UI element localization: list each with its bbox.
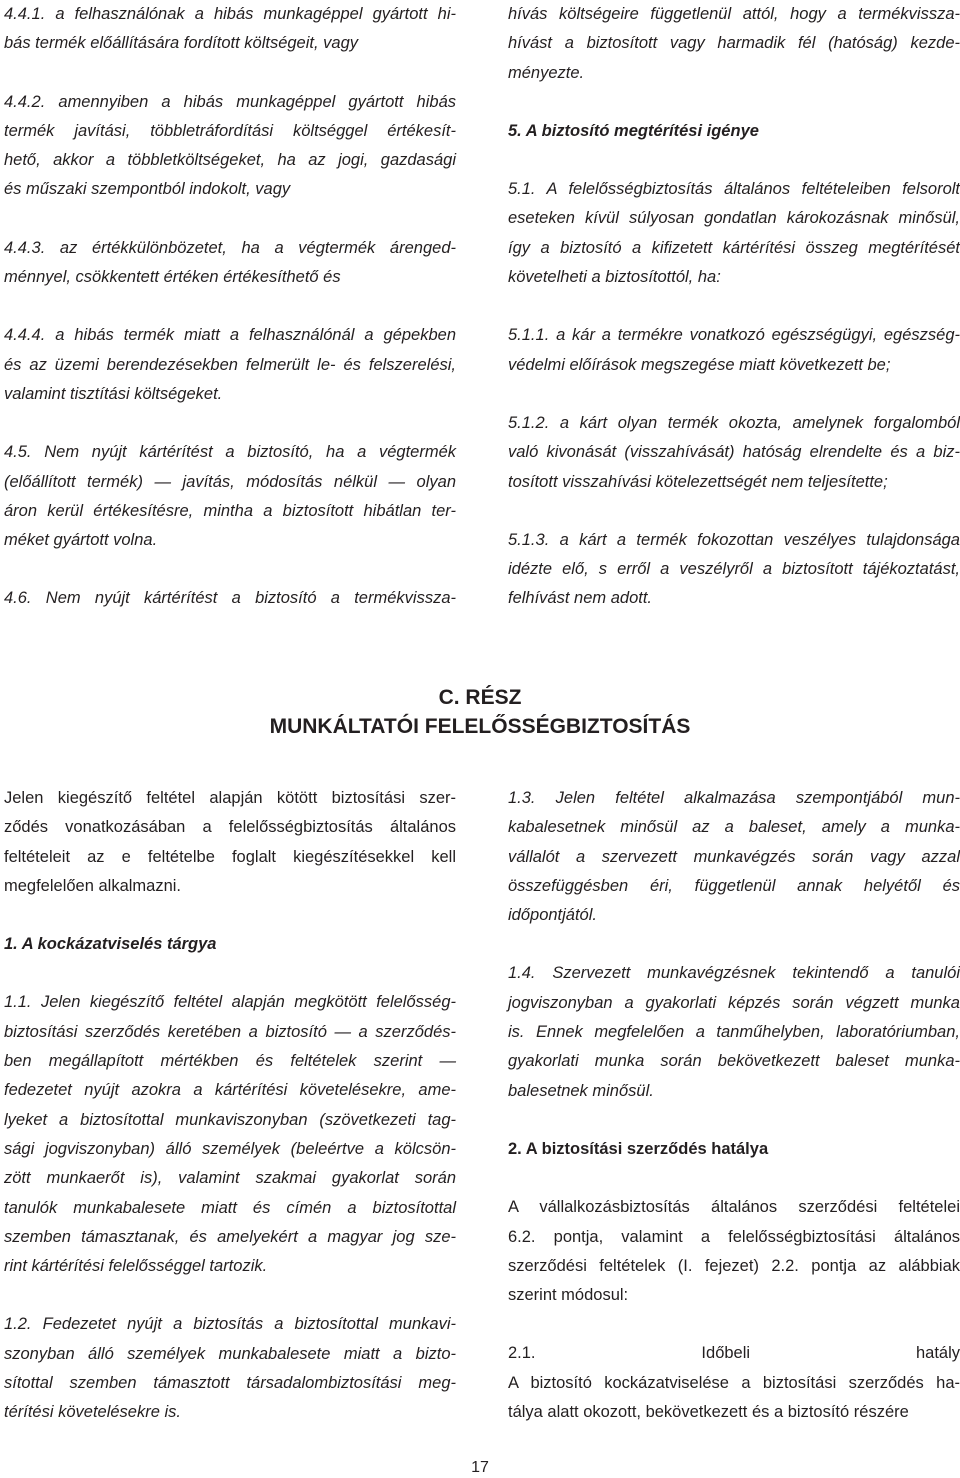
text-line: így a biztosító a kifizetett kártérítési összeg megtérítését [508, 238, 960, 257]
text-line: (előállított termék) — javítás, módosítás nélkül — olyan [4, 472, 456, 491]
text-line: méket gyártott volna. [4, 531, 158, 550]
text-line: 1.3. Jelen feltétel alkalmazása szempontjából mun- [508, 789, 960, 807]
paragraph-gap [508, 380, 960, 409]
text-line: vállalót a szervezett munkavégzés során vagy azzal [508, 847, 960, 866]
text-line: 5.1. A felelősségbiztosítás általános feltételeiben felsorolt [508, 180, 960, 199]
text-line: idézte elő, s erről a veszélyről a biztosított tájékoztatást, [508, 560, 960, 579]
bottom-right-column [508, 784, 960, 1427]
text-line: valamint tisztítási költségeket. [4, 384, 223, 403]
text-line: kabalesetnek minősül az a baleset, amely a munka- [508, 818, 960, 837]
text-line: Jelen kiegészítő feltétel alapján kötött biztosítási szer- [4, 789, 456, 807]
text-line: megfelelően alkalmazni. [4, 876, 182, 895]
text-line: 5.1.2. a kárt olyan termék okozta, amelynek forgalomból [508, 413, 960, 432]
text-line: 6.2. pontja, valamint a felelősségbiztosítási általános [508, 1227, 960, 1246]
paragraph [508, 321, 960, 380]
paragraph [4, 988, 456, 1281]
text-line: 1. A kockázatviselés tárgya [4, 935, 217, 954]
paragraph-gap [508, 1106, 960, 1135]
text-line: is. Ennek megfelelően a tanműhelyben, laboratóriumban, [508, 1023, 960, 1042]
text-line: 1.1. Jelen kiegészítő feltétel alapján megkötött felelősség- [4, 993, 456, 1012]
text-line: A vállalkozásbiztosítás általános szerződési feltételei [508, 1198, 960, 1217]
paragraph [4, 584, 456, 613]
section-subheading [508, 1135, 960, 1164]
paragraph [508, 1339, 960, 1427]
paragraph-gap [4, 59, 456, 88]
text-line: feltételeit az e feltételbe foglalt kiegészítésekkel kell [4, 847, 456, 866]
top-right-column [508, 0, 960, 614]
paragraph-gap [508, 497, 960, 526]
text-line: A biztosító kockázatviselése a biztosítási szerződés ha- [508, 1373, 960, 1392]
text-line: gyakorlati munka során bekövetkezett baleset munka- [508, 1052, 960, 1071]
text-line: jogviszonyban a gyakorlati képzés során végzett munka [508, 993, 960, 1012]
paragraph-gap [508, 1164, 960, 1193]
paragraph-gap [4, 555, 456, 584]
text-line: 5.1.1. a kár a termékre vonatkozó egészségügyi, egészség- [508, 326, 960, 345]
paragraph-gap [508, 292, 960, 321]
paragraph-gap [4, 1281, 456, 1310]
text-line: fedezetet nyújt azokra a kártérítési követelésekre, ame- [4, 1081, 456, 1100]
part-label: C. RÉSZ [438, 686, 522, 709]
page-number: 17 [471, 1459, 489, 1476]
paragraph [508, 526, 960, 614]
paragraph-gap [508, 146, 960, 175]
section-title: MUNKÁLTATÓI FELELŐSSÉGBIZTOSÍTÁS [269, 715, 691, 738]
text-line: 4.4.4. a hibás termék miatt a felhasználónál a gépekben [4, 326, 456, 345]
paragraph [4, 1310, 456, 1427]
paragraph-gap [508, 930, 960, 959]
paragraph [4, 438, 456, 555]
text-line: zött munkaerőt is), valamint szakmai gyakorlat során [4, 1169, 456, 1188]
text-line: bás termék előállítására fordított költségeit, vagy [4, 34, 359, 53]
section-heading [0, 683, 960, 741]
text-line: lyeket a biztosítottal munkaviszonyban (szövetkezeti tag- [4, 1110, 456, 1129]
text-line: hívás költségeire függetlenül attól, hogy a termékvissza- [508, 5, 960, 23]
text-line: 2.1. Időbeli hatály [508, 1344, 960, 1363]
text-line: rint kártérítési felelősséggel tartozik. [4, 1257, 268, 1276]
text-line: követelheti a biztosítottól, ha: [508, 268, 721, 287]
text-line: 2. A biztosítási szerződés hatálya [508, 1139, 769, 1158]
text-line: tálya alatt okozott, bekövetkezett és a biztosító részére [508, 1403, 909, 1422]
text-line: szerint módosul: [508, 1286, 629, 1305]
text-line: 4.6. Nem nyújt kártérítést a biztosító a termékvissza- [4, 589, 456, 608]
paragraph [4, 0, 456, 59]
paragraph [508, 784, 960, 930]
text-line: biztosítási szerződés keretében a biztosító — a szerződés- [4, 1022, 456, 1041]
text-line: és műszaki szempontból indokolt, vagy [4, 180, 291, 199]
paragraph [4, 321, 456, 409]
text-line: 4.5. Nem nyújt kártérítést a biztosító, ha a végtermék [4, 443, 456, 462]
text-line: térítési követelésekre is. [4, 1403, 181, 1422]
text-line: védelmi előírások megszegése miatt következett be; [508, 355, 891, 374]
paragraph [508, 0, 960, 88]
text-line: tosított visszahívási kötelezettségét nem teljesítette; [508, 472, 888, 491]
paragraph [4, 784, 456, 901]
text-line: 5.1.3. a kárt a termék fokozottan veszélyes tulajdonsága [508, 530, 960, 549]
paragraph-gap [4, 292, 456, 321]
text-line: felhívást nem adott. [508, 589, 652, 608]
text-line: tanulók munkabalesete miatt és címén a biztosítottal [4, 1198, 456, 1217]
paragraph-gap [4, 959, 456, 988]
text-line: 1.4. Szervezett munkavégzésnek tekintendő a tanulói [508, 964, 960, 983]
text-line: időpontjától. [508, 906, 597, 925]
text-line: ménnyel, csökkentett értéken értékesíthető és [4, 268, 341, 287]
text-line: sági jogviszonyban) álló személyek (beleértve a kölcsön- [4, 1139, 456, 1158]
paragraph [508, 1193, 960, 1310]
paragraph-gap [4, 901, 456, 930]
text-line: ben megállapított mértékben és feltételek szerint — [4, 1052, 456, 1071]
text-line: összefüggésben éri, függetlenül annak helyétől és [508, 876, 960, 895]
text-line: 1.2. Fedezetet nyújt a biztosítás a biztosítottal munkavi- [4, 1315, 456, 1334]
paragraph-gap [4, 205, 456, 234]
section-subheading [4, 930, 456, 959]
section-subheading [508, 117, 960, 146]
text-line: 4.4.3. az értékkülönbözetet, ha a végtermék árenged- [4, 238, 456, 257]
text-line: hető, akkor a többletköltségeket, ha az jogi, gazdasági [4, 151, 456, 170]
text-line: és az üzemi berendezésekben felmerült le- és felszerelési, [4, 355, 456, 374]
text-line: termék javítási, többletráfordítási költséggel értékesít- [4, 121, 456, 140]
text-line: 5. A biztosító megtérítési igénye [508, 121, 759, 140]
text-line: hívást a biztosított vagy harmadik fél (hatóság) kezde- [508, 34, 960, 53]
paragraph [508, 175, 960, 292]
text-line: ményezte. [508, 63, 585, 82]
text-line: szerződési feltételek (I. fejezet) 2.2. pontja az alábbiak [508, 1256, 960, 1275]
paragraph-gap [4, 409, 456, 438]
paragraph-gap [508, 1310, 960, 1339]
text-line: ződés vonatkozásában a felelősségbiztosítás általános [4, 818, 456, 837]
text-line: 4.4.2. amennyiben a hibás munkagéppel gyártott hibás [4, 92, 456, 111]
paragraph [508, 409, 960, 497]
text-line: szemben támasztanak, és amelyekért a magyar jog sze- [4, 1227, 456, 1246]
text-line: 4.4.1. a felhasználónak a hibás munkagéppel gyártott hi- [4, 5, 456, 23]
paragraph [4, 234, 456, 293]
text-line: áron kerül értékesítésre, mintha a biztosított hibátlan ter- [4, 501, 456, 520]
text-line: eseteken kívül súlyosan gondatlan károkozásnak minősül, [508, 209, 960, 228]
paragraph [508, 959, 960, 1105]
paragraph-gap [508, 88, 960, 117]
text-line: sítottal szemben támasztott társadalombiztosítási meg- [4, 1374, 456, 1393]
text-line: balesetnek minősül. [508, 1081, 654, 1100]
text-line: való kivonását (visszahívását) hatóság elrendelte és a biz- [508, 443, 960, 462]
bottom-left-column [4, 784, 456, 1428]
top-left-column [4, 0, 456, 614]
text-line: szonyban álló személyek munkabalesete miatt a bizto- [4, 1344, 456, 1363]
paragraph [4, 88, 456, 205]
